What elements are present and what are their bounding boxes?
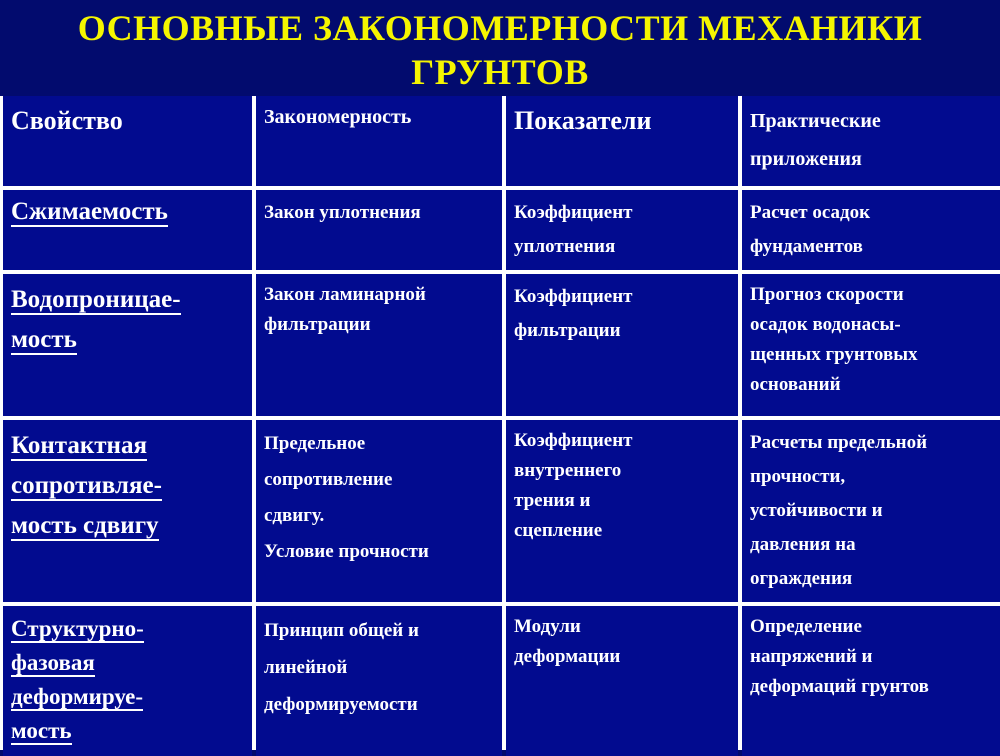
header-property: Свойство [3, 96, 252, 186]
row-1-law: Закон уплотнения [256, 190, 502, 270]
row-2-law: Закон ламинарной фильтрации [256, 274, 502, 416]
header-applications: Практические приложения [742, 96, 1000, 186]
row-3-law: Предельное сопротивление сдвигу. Условие прочности [256, 420, 502, 602]
row-4-property-line-2: фазовая [11, 650, 95, 675]
row-1-applications: Расчет осадок фундаментов [742, 190, 1000, 270]
row-1-property-text: Сжимаемость [11, 198, 168, 225]
header-law: Закономерность [256, 96, 502, 186]
row-3-property [3, 420, 252, 602]
row-3-property-line-2: сопротивляе- [11, 472, 162, 499]
row-2-applications: Прогноз скорости осадок водонасы- щенных грунтовых оснований [742, 274, 1000, 416]
row-2-indicators: Коэффициент фильтрации [506, 274, 738, 416]
row-4-law: Принцип общей и линейной деформируемости [256, 606, 502, 756]
row-2-property-line-1: Водопроницае- [11, 286, 181, 313]
row-4-property [3, 606, 252, 756]
row-2-property-line-2: мость [11, 326, 77, 353]
title-line-1: ОСНОВНЫЕ ЗАКОНОМЕРНОСТИ МЕХАНИКИ [77, 8, 923, 48]
row-3-applications: Расчеты предельной прочности, устойчивости и давления на ограждения [742, 420, 1000, 602]
row-2-property [3, 274, 252, 416]
row-4-property-line-3: деформируе- [11, 684, 144, 709]
row-4-property-line-1: Структурно- [11, 616, 144, 641]
header-indicators: Показатели [506, 96, 738, 186]
row-1-indicators: Коэффициент уплотнения [506, 190, 738, 270]
title-line-2: ГРУНТОВ [411, 52, 589, 92]
laws-table [0, 96, 1000, 750]
row-3-property-line-1: Контактная [11, 432, 147, 459]
row-1-property [3, 190, 252, 270]
row-4-applications: Определение напряжений и деформаций грунтов [742, 606, 1000, 756]
row-4-indicators: Модули деформации [506, 606, 738, 756]
row-4-property-line-4: мость [11, 718, 72, 743]
row-3-property-line-3: мость сдвигу [11, 512, 159, 539]
row-3-indicators: Коэффициент внутреннего трения и сцепление [506, 420, 738, 602]
page-title [0, 6, 1000, 94]
